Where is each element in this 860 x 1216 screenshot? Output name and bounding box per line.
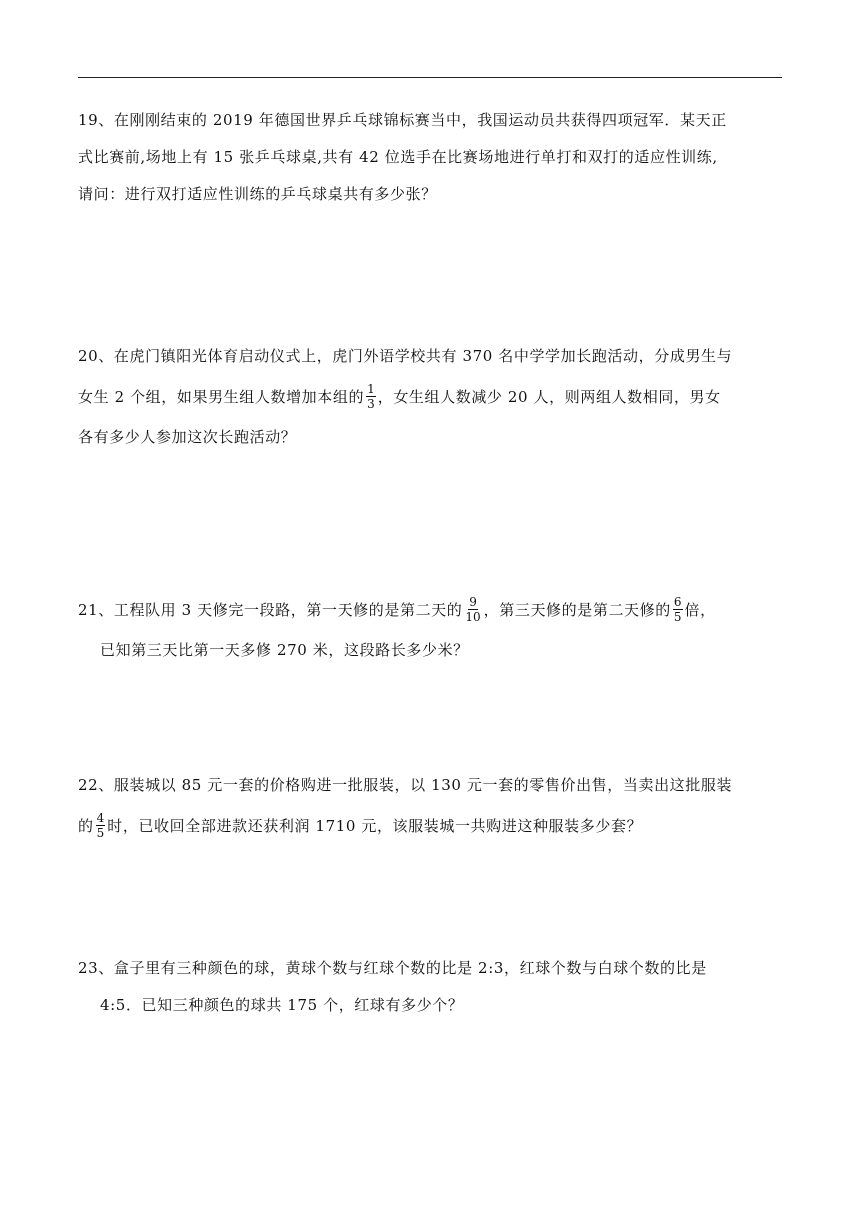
q22-line-1: 22、服装城以 85 元一套的价格购进一批服装，以 130 元一套的零售价出售，当卖出这批服装 — [78, 776, 733, 794]
fraction-denominator: 10 — [465, 609, 481, 624]
fraction-denominator: 5 — [673, 609, 682, 624]
q20-line-2 — [78, 375, 784, 419]
question-23 — [78, 950, 784, 1024]
q20-line-2b: ，女生组人数减少 20 人，则两组人数相同，男女 — [377, 388, 721, 406]
q21-line-1a: 21、工程队用 3 天修完一段路，第一天修的是第二天的 — [78, 601, 463, 619]
q22-line-2a: 的 — [78, 817, 94, 835]
q20-line-3: 各有多少人参加这次长跑活动？ — [78, 428, 297, 446]
fraction-denominator: 5 — [96, 825, 105, 840]
fraction-numerator: 1 — [367, 381, 375, 396]
q22-line-2b: 时，已收回全部进款还获利润 1710 元，该服装城一共购进这种服装多少套？ — [107, 817, 643, 835]
q22-line-2 — [78, 804, 784, 848]
q19-line-3: 请问：进行双打适应性训练的乒乓球桌共有多少张？ — [78, 185, 437, 203]
q20-line-2a: 女生 2 个组，如果男生组人数增加本组的 — [78, 388, 365, 406]
question-21 — [78, 588, 784, 669]
q23-line-1: 23、盒子里有三种颜色的球，黄球个数与红球个数的比是 2:3，红球个数与白球个数的比是 — [78, 959, 707, 977]
question-19 — [78, 102, 784, 213]
fraction-four-fifths — [96, 811, 106, 840]
fraction-numerator: 6 — [673, 594, 682, 609]
q21-line-2: 已知第三天比第一天多修 270 米，这段路长多少米？ — [100, 641, 469, 659]
q20-line-1: 20、在虎门镇阳光体育启动仪式上，虎门外语学校共有 370 名中学学加长跑活动，分成男生与 — [78, 347, 733, 365]
q21-line-1b: ，第三天修的是第二天修的 — [483, 601, 671, 619]
q21-line-1 — [78, 588, 784, 632]
fraction-numerator: 4 — [96, 810, 105, 825]
fraction-numerator: 9 — [469, 594, 477, 609]
q19-line-1: 19、在刚刚结束的 2019 年德国世界乒乓球锦标赛当中，我国运动员共获得四项冠军．某天正 — [78, 111, 727, 129]
fraction-denominator: 3 — [367, 396, 375, 411]
header-rule — [78, 77, 782, 78]
question-20 — [78, 338, 784, 456]
fraction-one-third — [366, 382, 376, 411]
fraction-six-fifths — [673, 595, 683, 624]
question-22 — [78, 767, 784, 848]
q23-line-2: 4:5．已知三种颜色的球共 175 个，红球有多少个？ — [100, 996, 464, 1014]
fraction-nine-tenths — [464, 595, 481, 624]
q19-line-2: 式比赛前,场地上有 15 张乒乓球桌,共有 42 位选手在比赛场地进行单打和双打的适应性训练, — [78, 148, 718, 166]
q21-line-1c: 倍， — [684, 601, 716, 619]
